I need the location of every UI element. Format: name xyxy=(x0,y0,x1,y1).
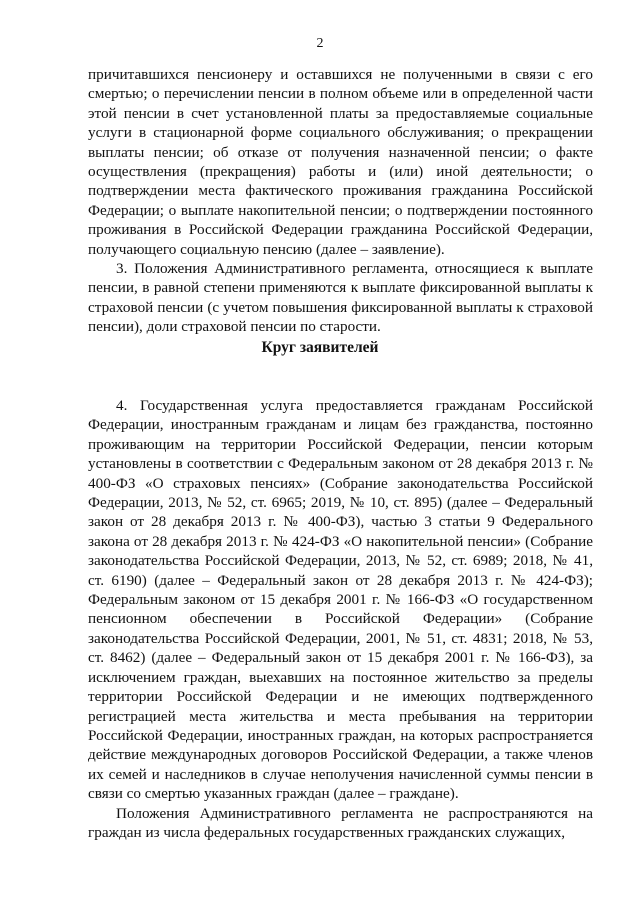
page-number: 2 xyxy=(316,36,324,51)
text-block-top xyxy=(88,65,593,337)
text-block-bottom xyxy=(88,396,593,842)
paragraph-item-4: 4. Государственная услуга предоставляется гражданам Российской Федерации, иностранным гражданам и лицам без гражданства, постоянно проживающим на территории Российской Федерации, пенсии которым установлены в соответствии с Федеральным законом от 28 декабря 2013 г. № 400-ФЗ «О страховых пенсиях» (Собрание законодательства Российской Федерации, 2013, № 52, ст. 6965; 2019, № 10, ст. 895) (далее – Федеральный закон от 28 декабря 2013 г. № 400-ФЗ), частью 3 статьи 9 Федерального закона от 28 декабря 2013 г. № 424-ФЗ «О накопительной пенсии» (Собрание законодательства Российской Федерации, 2013, № 52, ст. 6989; 2018, № 41, ст. 6190) (далее – Федеральный закон от 28 декабря 2013 г. № 424-ФЗ); Федеральным законом от 15 декабря 2001 г. № 166-ФЗ «О государственном пенсионном обеспечении в Российской Федерации» (Собрание законодательства Российской Федерации, 2001, № 51, ст. 4831; 2018, № 53, ст. 8462) (далее – Федеральный закон от 15 декабря 2001 г. № 166-ФЗ), за исключением граждан, выехавших на постоянное жительство за пределы территории Российской Федерации и не имеющих подтвержденного регистрацией места жительства и места пребывания на территории Российской Федерации, иностранных граждан, на которых распространяется действие международных договоров Российской Федерации, а также членов их семей и наследников в случае неполучения начисленной суммы пенсии в связи со смертью указанных граждан (далее – граждане). xyxy=(88,397,593,803)
paragraph-continuation: причитавшихся пенсионеру и оставшихся не полученными в связи с его смертью; о перечислении пенсии в полном объеме или в определенной части этой пенсии в счет установленной платы за предоставляемые социальные услуги в стационарной форме социального обслуживания; о прекращении выплаты пенсии; об отказе от получения назначенной пенсии; о факте осуществления (прекращения) работы и (или) иной деятельности; о подтверждении места фактического проживания гражданина Российской Федерации; о выплате накопительной пенсии; о подтверждении постоянного проживания в Российской Федерации гражданина Российской Федерации, получающего социальную пенсию (далее – заявление). xyxy=(88,66,593,258)
section-heading: Круг заявителей xyxy=(261,339,379,356)
paragraph-exclusions: Положения Административного регламента не распространяются на граждан из числа федеральных государственных гражданских служащих, xyxy=(88,804,593,841)
paragraph-item-3: 3. Положения Административного регламента, относящиеся к выплате пенсии, в равной степени применяются к выплате фиксированной выплаты к страховой пенсии (с учетом повышения фиксированной выплаты к страховой пенсии), доли страховой пенсии по старости. xyxy=(88,260,593,336)
